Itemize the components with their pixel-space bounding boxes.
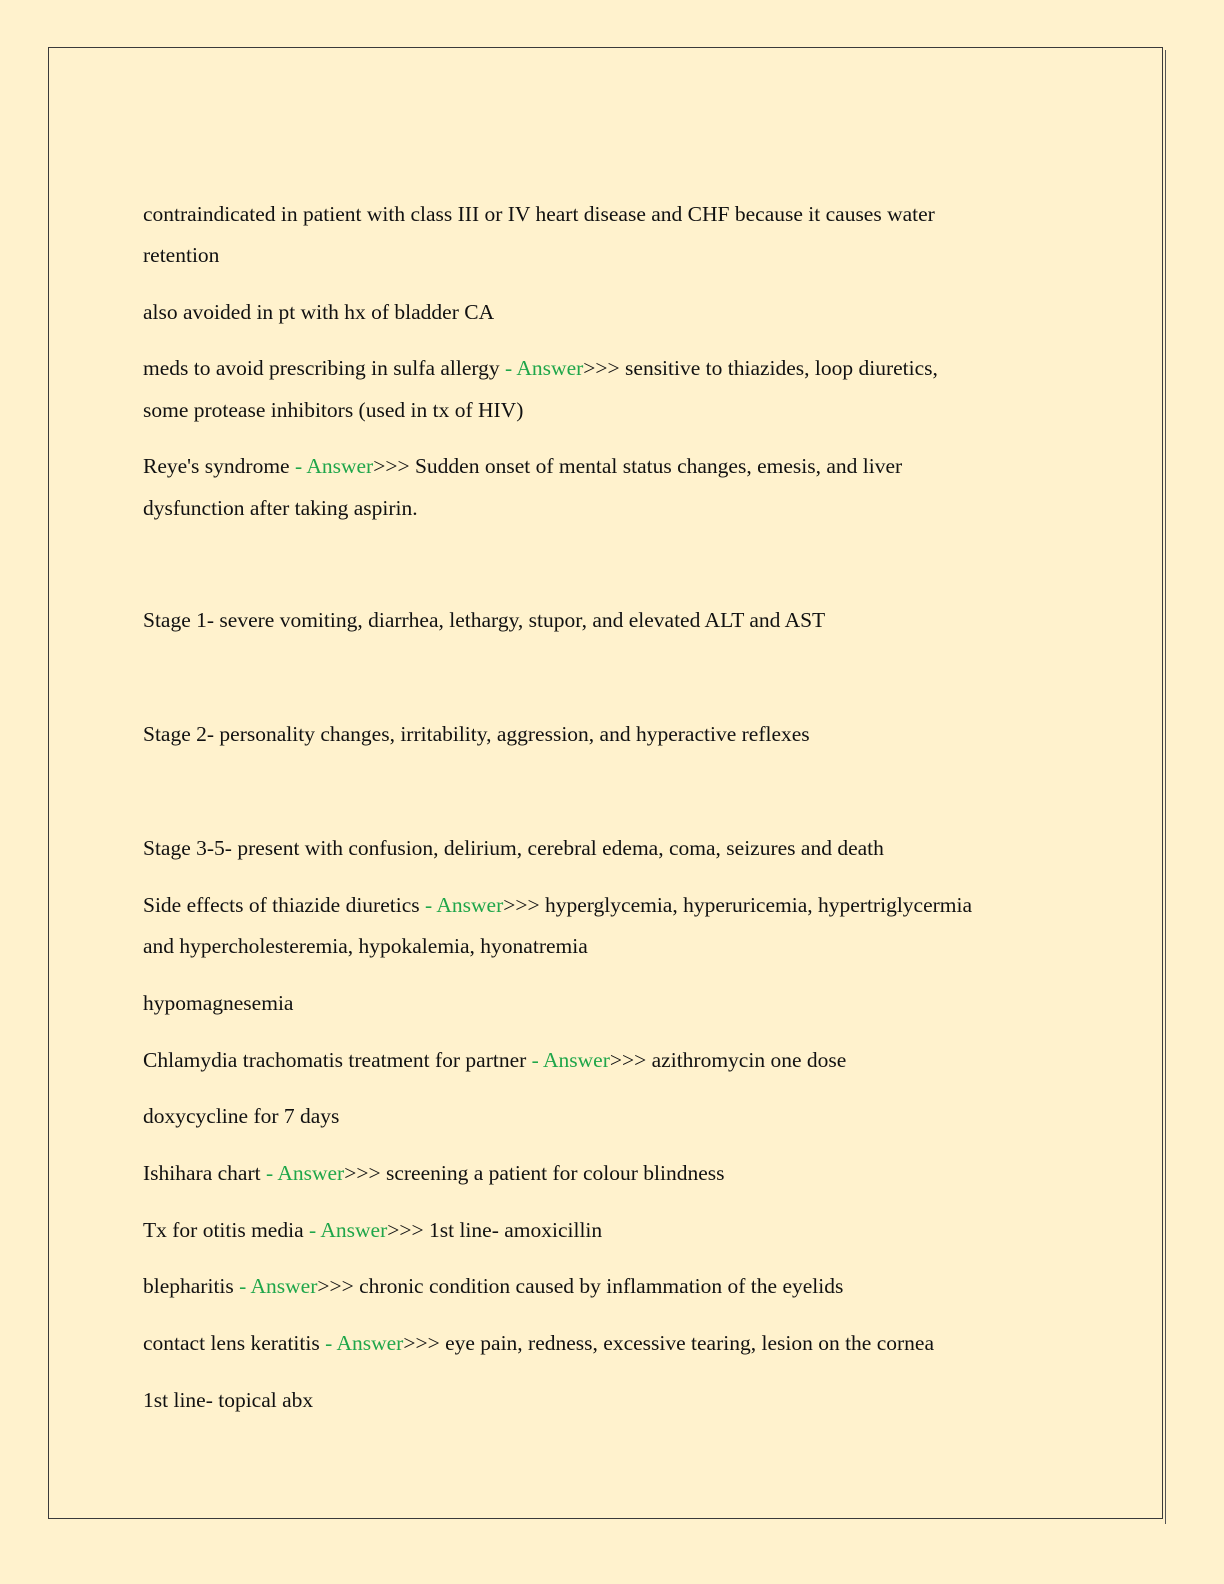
text-line: Stage 1- severe vomiting, diarrhea, lethargy, stupor, and elevated ALT and AST [143,608,826,632]
qa-line [143,1330,934,1356]
text-line: hypomagnesemia [143,991,294,1015]
answer-dash: - [531,1048,544,1072]
question-text: blepharitis [143,1274,240,1298]
qa-line [143,1273,843,1299]
text-line: also avoided in pt with hx of bladder CA [143,300,495,324]
text-line: Stage 2- personality changes, irritability, aggression, and hyperactive reflexes [143,722,810,746]
text-line: Stage 3-5- present with confusion, delirium, cerebral edema, coma, seizures and death [143,836,884,860]
answer-marker: Answer [336,1331,404,1355]
answer-dash: - [505,356,517,380]
answer-marker: Answer [516,356,584,380]
answer-dash: - [325,1331,337,1355]
answer-marker: Answer [306,454,374,478]
text-line: some protease inhibitors (used in tx of HIV) [143,398,524,422]
question-text: Ishihara chart [143,1161,266,1185]
answer-dash: - [309,1218,321,1242]
qa-line [143,1047,846,1073]
answer-dash: - [265,1161,278,1185]
text-line: retention [143,243,220,267]
text-line: dysfunction after taking aspirin. [143,496,418,520]
answer-text: >>> eye pain, redness, excessive tearing, lesion on the cornea [403,1331,935,1355]
answer-marker: Answer [436,893,504,917]
question-text: Side effects of thiazide diuretics [143,893,425,917]
text-line: doxycycline for 7 days [143,1104,340,1128]
qa-line [143,453,902,479]
qa-line [143,1217,602,1243]
qa-line [143,1160,724,1186]
text-line: contraindicated in patient with class III or IV heart disease and CHF because it causes water [143,202,935,226]
answer-marker: Answer [320,1218,388,1242]
answer-text: >>> 1st line- amoxicillin [387,1218,603,1242]
question-text: Reye's syndrome [143,454,295,478]
question-text: meds to avoid prescribing in sulfa allergy [143,356,506,380]
question-text: Chlamydia trachomatis treatment for partner [143,1048,532,1072]
answer-dash: - [294,454,307,478]
text-line: and hypercholesteremia, hypokalemia, hyonatremia [143,934,588,958]
answer-marker: Answer [250,1274,318,1298]
question-text: contact lens keratitis [143,1331,326,1355]
text-line: 1st line- topical abx [143,1388,314,1412]
answer-text: >>> chronic condition caused by inflammation of the eyelids [317,1274,844,1298]
answer-text: >>> azithromycin one dose [609,1048,847,1072]
answer-dash: - [239,1274,251,1298]
qa-line [143,355,938,381]
answer-text: >>> Sudden onset of mental status changes, emesis, and liver [373,454,903,478]
question-text: Tx for otitis media [143,1218,309,1242]
answer-marker: Answer [277,1161,345,1185]
answer-text: >>> screening a patient for colour blindness [344,1161,725,1185]
answer-text: >>> sensitive to thiazides, loop diuretics, [583,356,938,380]
answer-text: >>> hyperglycemia, hyperuricemia, hypertriglycermia [503,893,973,917]
answer-dash: - [425,893,437,917]
qa-line [143,892,972,918]
answer-marker: Answer [543,1048,610,1072]
